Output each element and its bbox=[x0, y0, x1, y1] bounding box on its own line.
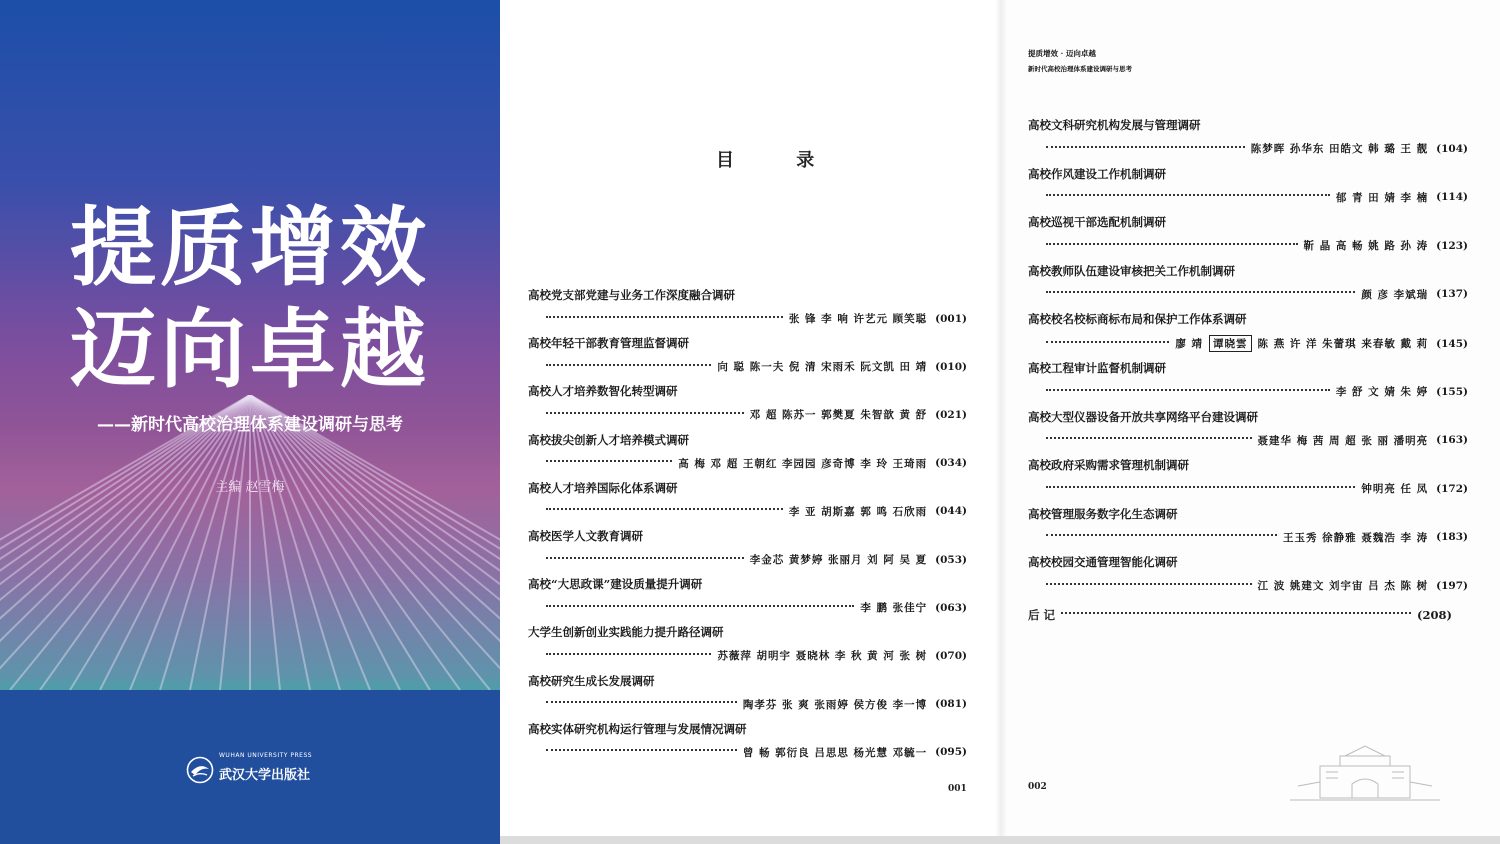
cover-ray-pattern bbox=[0, 395, 500, 690]
leader-dots bbox=[546, 605, 854, 607]
leader-dots bbox=[546, 508, 783, 510]
toc-entry-authors: 高 梅 邓 超 王朝红 李园园 彦奇博 李 玲 王琦雨 bbox=[678, 457, 928, 470]
scan-edge bbox=[500, 836, 1500, 844]
toc-entry-authors: 李 亚 胡斯嘉 郭 鸣 石欣雨 bbox=[788, 505, 928, 518]
toc-entry-authors: 郁 青 田 婧 李 楠 bbox=[1335, 191, 1429, 204]
book-cover bbox=[0, 0, 500, 844]
toc-entry-page: (197) bbox=[1436, 579, 1468, 592]
toc-entry-line bbox=[1046, 384, 1468, 399]
toc-entry-page: (034) bbox=[935, 457, 967, 470]
leader-dots bbox=[1046, 534, 1277, 536]
leader-dots bbox=[1046, 341, 1169, 343]
toc-entry-authors: 邓 超 陈苏一 郭樊夏 朱智歆 黄 舒 bbox=[749, 409, 928, 422]
toc-entry-page: (155) bbox=[1436, 385, 1468, 398]
toc-entry-title: 高校作风建设工作机制调研 bbox=[1028, 166, 1166, 181]
leader-dots bbox=[546, 412, 744, 414]
toc-entry-line bbox=[1046, 141, 1468, 156]
cover-ray-line bbox=[250, 395, 500, 690]
toc-entry-page: (044) bbox=[935, 505, 967, 518]
toc-entry-authors: 陈梦晖 孙华东 田皓文 韩 璐 王 靓 bbox=[1250, 143, 1429, 155]
publisher-name-cn: 武汉大学出版社 bbox=[219, 768, 311, 783]
cover-ray-line bbox=[0, 395, 250, 690]
cover-ray-line bbox=[220, 395, 250, 690]
toc-entry-title: 高校管理服务数字化生态调研 bbox=[1028, 506, 1178, 521]
toc-entry-page: (123) bbox=[1436, 239, 1468, 252]
leader-dots bbox=[1046, 291, 1355, 293]
leader-dots bbox=[1061, 612, 1411, 614]
toc-entry-authors: 李 舒 文 婧 朱 婷 bbox=[1335, 386, 1429, 398]
toc-entry-page: (010) bbox=[935, 360, 967, 373]
page-number-2: 002 bbox=[1028, 782, 1047, 792]
cover-ray-line bbox=[250, 395, 500, 690]
toc-entry-title: 高校校园交通管理智能化调研 bbox=[1028, 555, 1178, 570]
cover-ray-line bbox=[0, 395, 250, 690]
toc-entry-line bbox=[546, 456, 967, 471]
cover-ray-line bbox=[0, 395, 250, 690]
cover-ray-line bbox=[70, 395, 250, 690]
leader-dots bbox=[1046, 486, 1355, 488]
cover-ray-line bbox=[250, 395, 500, 690]
toc-entry-line bbox=[546, 552, 967, 567]
running-head-subtitle: 新时代高校治理体系建设调研与思考 bbox=[1028, 65, 1132, 73]
toc-entry-line bbox=[546, 648, 967, 663]
toc-entry-authors: 苏薇萍 胡明宇 聂晓林 李 秋 黄 河 张 树 bbox=[717, 650, 928, 663]
toc-entry-page: (053) bbox=[935, 553, 967, 566]
toc-entry-authors: 颜 彦 李斌瑞 bbox=[1361, 288, 1429, 301]
page-number-1: 001 bbox=[948, 784, 967, 794]
leader-dots bbox=[546, 316, 783, 318]
cover-ray-line bbox=[250, 395, 500, 690]
toc-entry-line bbox=[1046, 335, 1468, 352]
toc-entry-page: (081) bbox=[935, 698, 967, 711]
toc-entry-page: (095) bbox=[935, 746, 967, 759]
toc-entry-page: (070) bbox=[935, 649, 967, 662]
toc-entry-authors: 向 聪 陈一夫 倪 清 宋雨禾 阮文凯 田 靖 bbox=[717, 361, 928, 374]
cover-title-line1: 提质增效 bbox=[70, 198, 430, 298]
toc-entry-title: 高校“大思政课”建设质量提升调研 bbox=[528, 577, 703, 592]
publisher-name-en: WUHAN UNIVERSITY PRESS bbox=[219, 752, 313, 759]
toc-entry-line bbox=[546, 600, 967, 615]
toc-entry-authors: 廖 靖 bbox=[1175, 338, 1204, 351]
cover-ray-line bbox=[10, 395, 250, 690]
cover-ray-line bbox=[0, 395, 250, 690]
page-gutter bbox=[995, 0, 1007, 844]
toc-entry-page: (137) bbox=[1436, 288, 1468, 301]
toc-heading: 目 录 bbox=[716, 150, 843, 171]
university-building-icon bbox=[1290, 742, 1440, 804]
leader-dots bbox=[546, 460, 672, 462]
cover-ray-line bbox=[0, 395, 250, 690]
toc-entry-title: 高校年轻干部教育管理监督调研 bbox=[528, 336, 689, 351]
leader-dots bbox=[546, 557, 744, 559]
cover-ray-line bbox=[250, 395, 430, 690]
toc-entry-authors: 曾 畅 郭衍良 吕思思 杨光慧 邓毓一 bbox=[742, 746, 928, 759]
toc-entry-page: (001) bbox=[935, 312, 967, 325]
leader-dots bbox=[1046, 194, 1330, 196]
toc-entry-authors-cont: 陈 燕 许 洋 朱蕾琪 来春敏 戴 莉 bbox=[1257, 338, 1429, 351]
toc-entry-title: 高校医学人文教育调研 bbox=[528, 529, 643, 543]
cover-ray-line bbox=[0, 395, 250, 690]
toc-entry-authors: 靳 晶 高 畅 姚 路 孙 涛 bbox=[1303, 240, 1429, 253]
toc-entry-page: (145) bbox=[1436, 337, 1468, 350]
leader-dots bbox=[1046, 243, 1298, 245]
leader-dots bbox=[546, 749, 737, 751]
toc-entry-line bbox=[1046, 287, 1468, 302]
cover-ray-line bbox=[250, 395, 500, 690]
toc-entry-line bbox=[546, 697, 967, 712]
publisher-logo-icon bbox=[186, 756, 214, 784]
toc-entry-title: 高校大型仪器设备开放共享网络平台建设调研 bbox=[1028, 409, 1258, 424]
leader-dots bbox=[1046, 146, 1245, 148]
cover-ray-line bbox=[250, 395, 500, 690]
toc-entry-page: (163) bbox=[1436, 434, 1468, 447]
toc-entry-boxed-author: 谭晓雲 bbox=[1209, 335, 1252, 352]
toc-entry-authors: 陶孝芬 张 爽 张雨婷 侯方俊 李一博 bbox=[742, 698, 928, 711]
toc-entry-line bbox=[1046, 238, 1468, 253]
toc-entry-page: (114) bbox=[1436, 191, 1468, 204]
toc-entry-line bbox=[546, 311, 967, 326]
toc-entry-page: (063) bbox=[935, 601, 967, 614]
toc-entry-line bbox=[1046, 578, 1468, 593]
cover-ray-line bbox=[0, 395, 250, 690]
toc-entry-page: (183) bbox=[1436, 531, 1468, 544]
toc-entry-authors: 钟明亮 任 凤 bbox=[1361, 483, 1429, 496]
toc-entry-title: 高校校名校标商标布局和保护工作体系调研 bbox=[1028, 312, 1247, 327]
cover-ray-line bbox=[250, 395, 500, 690]
cover-subtitle: ——新时代高校治理体系建设调研与思考 bbox=[97, 415, 403, 435]
leader-dots bbox=[1046, 583, 1252, 585]
toc-entry-authors: 聂建华 梅 茜 周 超 张 丽 潘明亮 bbox=[1257, 434, 1429, 447]
toc-entry-line bbox=[1046, 481, 1468, 496]
toc-entry-line bbox=[1046, 190, 1468, 205]
cover-ray-line bbox=[250, 395, 490, 690]
toc-entry-title: 高校人才培养数智化转型调研 bbox=[528, 384, 678, 399]
toc-entry-authors: 江 波 姚建文 刘宇宙 吕 杰 陈 树 bbox=[1257, 580, 1429, 593]
toc-entry-line bbox=[546, 407, 967, 422]
toc-entry-authors: 王玉秀 徐静雅 聂魏浩 李 涛 bbox=[1283, 531, 1429, 544]
toc-entry-title: 高校党支部党建与业务工作深度融合调研 bbox=[528, 288, 735, 302]
cover-ray-line bbox=[250, 395, 500, 690]
cover-ray-line bbox=[0, 395, 250, 690]
toc-entry-authors: 张 锋 李 响 许艺元 顾笑聪 bbox=[788, 313, 928, 325]
leader-dots bbox=[1046, 389, 1330, 391]
cover-ray-line bbox=[0, 395, 250, 690]
cover-ray-line bbox=[250, 395, 280, 690]
toc-entry-page: (021) bbox=[935, 408, 967, 421]
toc-entry-line bbox=[546, 359, 967, 374]
afterword-title: 后 记 bbox=[1028, 608, 1056, 622]
toc-entry-page: (104) bbox=[1436, 142, 1468, 155]
cover-editor: 主编 赵雪梅 bbox=[215, 480, 285, 495]
toc-entry-line bbox=[546, 745, 967, 760]
toc-entry-line bbox=[546, 504, 967, 519]
toc-entry-title: 高校政府采购需求管理机制调研 bbox=[1028, 458, 1189, 473]
leader-dots bbox=[1046, 437, 1252, 439]
toc-entry-title: 高校研究生成长发展调研 bbox=[528, 673, 655, 688]
running-head-title: 提质增效 · 迈向卓越 bbox=[1028, 49, 1096, 58]
toc-entry-title: 高校人才培养国际化体系调研 bbox=[528, 480, 678, 495]
toc-entry-page: (172) bbox=[1436, 482, 1468, 495]
toc-entry-title: 高校实体研究机构运行管理与发展情况调研 bbox=[528, 721, 747, 736]
toc-afterword bbox=[1028, 607, 1452, 623]
toc-entry-title: 高校工程审计监督机制调研 bbox=[1028, 361, 1166, 375]
leader-dots bbox=[546, 701, 737, 703]
toc-entry-title: 高校巡视干部选配机制调研 bbox=[1028, 215, 1166, 230]
leader-dots bbox=[546, 364, 711, 366]
leader-dots bbox=[546, 653, 711, 655]
cover-title-line2: 迈向卓越 bbox=[70, 300, 430, 400]
toc-entry-authors: 李金芯 黄梦婷 张丽月 刘 阿 吴 夏 bbox=[749, 554, 928, 566]
toc-entry-title: 高校拔尖创新人才培养模式调研 bbox=[528, 432, 689, 447]
toc-entry-title: 大学生创新创业实践能力提升路径调研 bbox=[528, 625, 724, 640]
toc-entry-authors: 李 鹏 张佳宁 bbox=[860, 602, 928, 615]
toc-entry-title: 高校文科研究机构发展与管理调研 bbox=[1028, 118, 1201, 132]
afterword-page: (208) bbox=[1417, 608, 1452, 622]
cover-ray-line bbox=[250, 395, 500, 690]
toc-entry-title: 高校教师队伍建设审核把关工作机制调研 bbox=[1028, 263, 1235, 278]
toc-entry-line bbox=[1046, 433, 1468, 448]
toc-entry-line bbox=[1046, 530, 1468, 545]
